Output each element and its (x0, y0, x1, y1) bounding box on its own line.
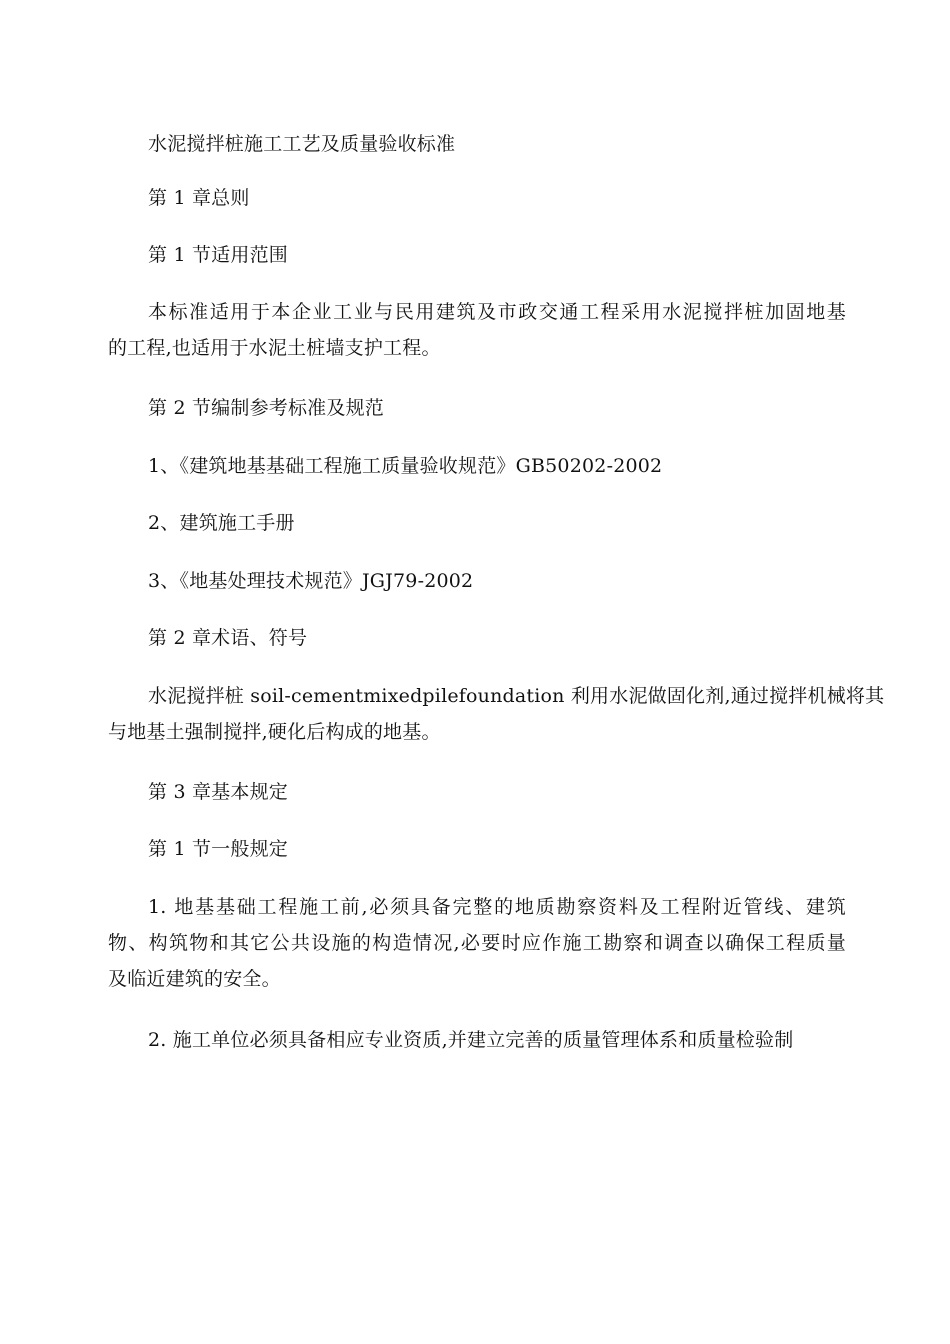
rule-2-line-1: 2. 施工单位必须具备相应专业资质,并建立完善的质量管理体系和质量检验制 (148, 1029, 794, 1051)
rule-1-line-3: 及临近建筑的安全。 (108, 968, 281, 990)
section-3-1-heading: 第 1 节一般规定 (148, 838, 288, 860)
scope-line-1: 本标准适用于本企业工业与民用建筑及市政交通工程采用水泥搅拌桩加固地基 (148, 301, 846, 323)
section-1-1-heading: 第 1 节适用范围 (148, 244, 288, 266)
section-1-2-heading: 第 2 节编制参考标准及规范 (148, 397, 384, 419)
rule-1-line-2: 物、构筑物和其它公共设施的构造情况,必要时应作施工勘察和调查以确保工程质量 (108, 932, 846, 954)
rule-1-line-1: 1. 地基基础工程施工前,必须具备完整的地质勘察资料及工程附近管线、建筑 (148, 896, 846, 918)
reference-item-2: 2、建筑施工手册 (148, 512, 295, 534)
reference-item-3: 3、《地基处理技术规范》JGJ79-2002 (148, 570, 474, 592)
document-title: 水泥搅拌桩施工工艺及质量验收标准 (148, 133, 456, 155)
reference-item-1: 1、《建筑地基基础工程施工质量验收规范》GB50202-2002 (148, 455, 663, 477)
scope-line-2: 的工程,也适用于水泥土桩墙支护工程。 (108, 337, 441, 359)
term-line-1: 水泥搅拌桩 soil-cementmixedpilefoundation 利用水泥做固化剂,通过搅拌机械将其 (148, 685, 885, 707)
term-definition-paragraph (108, 678, 885, 750)
scope-paragraph (108, 294, 846, 366)
rule-2-paragraph (108, 1022, 846, 1058)
rule-1-paragraph (108, 889, 846, 997)
term-line-2: 与地基土强制搅拌,硬化后构成的地基。 (108, 721, 441, 743)
chapter-3-heading: 第 3 章基本规定 (148, 781, 288, 803)
chapter-2-heading: 第 2 章术语、符号 (148, 627, 308, 649)
chapter-1-heading: 第 1 章总则 (148, 187, 250, 209)
